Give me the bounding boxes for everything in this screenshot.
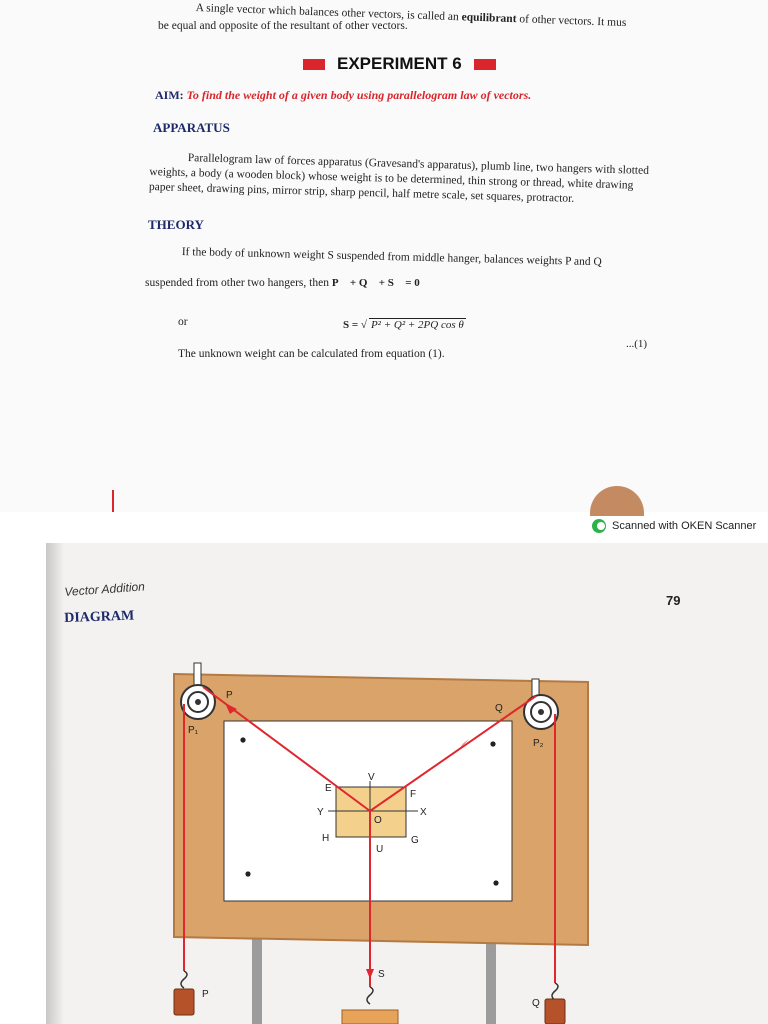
label-o: O: [374, 815, 382, 826]
body-weight-s: [342, 1010, 398, 1024]
scanner-logo-icon: [592, 519, 606, 533]
scanner-text: Scanned with OKEN Scanner: [612, 520, 757, 532]
label-v: V: [368, 772, 375, 783]
binding-shadow: [46, 543, 64, 1024]
pin: [493, 880, 498, 885]
label-p: P: [226, 690, 233, 701]
theory-line-3: The unknown weight can be calculated from equation (1).: [178, 348, 445, 360]
weight-p: [174, 989, 194, 1015]
scanner-watermark: [592, 519, 756, 533]
label-h: H: [322, 833, 330, 844]
label-u: U: [376, 844, 384, 855]
theory-heading: THEORY: [148, 217, 204, 232]
red-bar-right: [474, 59, 496, 70]
label-e: E: [325, 783, 332, 794]
aim-label: AIM:: [155, 88, 184, 102]
experiment-title: EXPERIMENT 6: [337, 54, 462, 73]
red-margin-mark: [112, 490, 114, 512]
apparatus-heading: APPARATUS: [153, 120, 230, 135]
label-y: Y: [317, 807, 324, 818]
label-p-weight: P: [202, 989, 209, 1000]
pin: [240, 737, 245, 742]
apparatus-text: Parallelogram law of forces apparatus (Gravesand's apparatus), plumb line, two hangers with slotted weights, a body (a wooden block) whose weight is to be determined, thin strong or thread, white drawing paper sheet, drawing pins, mirror strip, sharp pencil, half metre scale, set squares, protractor.: [148, 152, 650, 205]
finger-photo: [590, 486, 644, 516]
pin: [490, 741, 495, 746]
label-f: F: [410, 789, 417, 800]
arrow-s-icon: [366, 969, 374, 979]
label-p1: P₁: [188, 725, 199, 736]
pin: [245, 871, 250, 876]
gravesand-apparatus-diagram: [146, 653, 616, 1024]
label-s: S: [378, 969, 385, 980]
hook-icon: [181, 971, 187, 988]
label-g: G: [411, 835, 419, 846]
page-bottom: [46, 543, 768, 1024]
aim-line: [155, 88, 531, 103]
label-p2: P₂: [533, 738, 544, 749]
label-q-weight: Q: [532, 998, 540, 1009]
label-x: X: [420, 807, 427, 818]
weight-q: [545, 999, 565, 1024]
or-label: or: [178, 316, 188, 328]
weight-formula: S = √ P² + Q² + 2PQ cos θ: [343, 319, 464, 331]
red-bar-left: [303, 59, 325, 70]
label-q: Q: [495, 703, 503, 714]
vector-equation: P⃗ + Q⃗ + S⃗ = 0: [331, 277, 420, 289]
diagram-heading: DIAGRAM: [64, 608, 135, 626]
intro-line-2: be equal and opposite of the resultant of other vectors.: [158, 20, 408, 32]
page-number: 79: [666, 593, 681, 608]
theory-line-2: suspended from other two hangers, then P⃗ + Q⃗ + S⃗ = 0: [145, 277, 420, 289]
left-clamp: [194, 663, 201, 685]
running-header: Vector Addition: [64, 579, 146, 599]
left-pulley: [181, 685, 215, 719]
left-leg: [252, 929, 262, 1024]
hook-icon: [367, 987, 373, 1004]
intro-line-1: A single vector which balances other vectors, is called an equilibrant of other vectors. It mus: [195, 1, 627, 30]
theory-line-1: If the body of unknown weight S suspended from middle hanger, balances weights P and Q: [181, 245, 602, 269]
equation-number: ...(1): [626, 338, 648, 350]
hook-icon: [552, 983, 558, 1000]
aim-text: To find the weight of a given body using parallelogram law of vectors.: [186, 88, 532, 102]
experiment-header: [303, 54, 496, 74]
